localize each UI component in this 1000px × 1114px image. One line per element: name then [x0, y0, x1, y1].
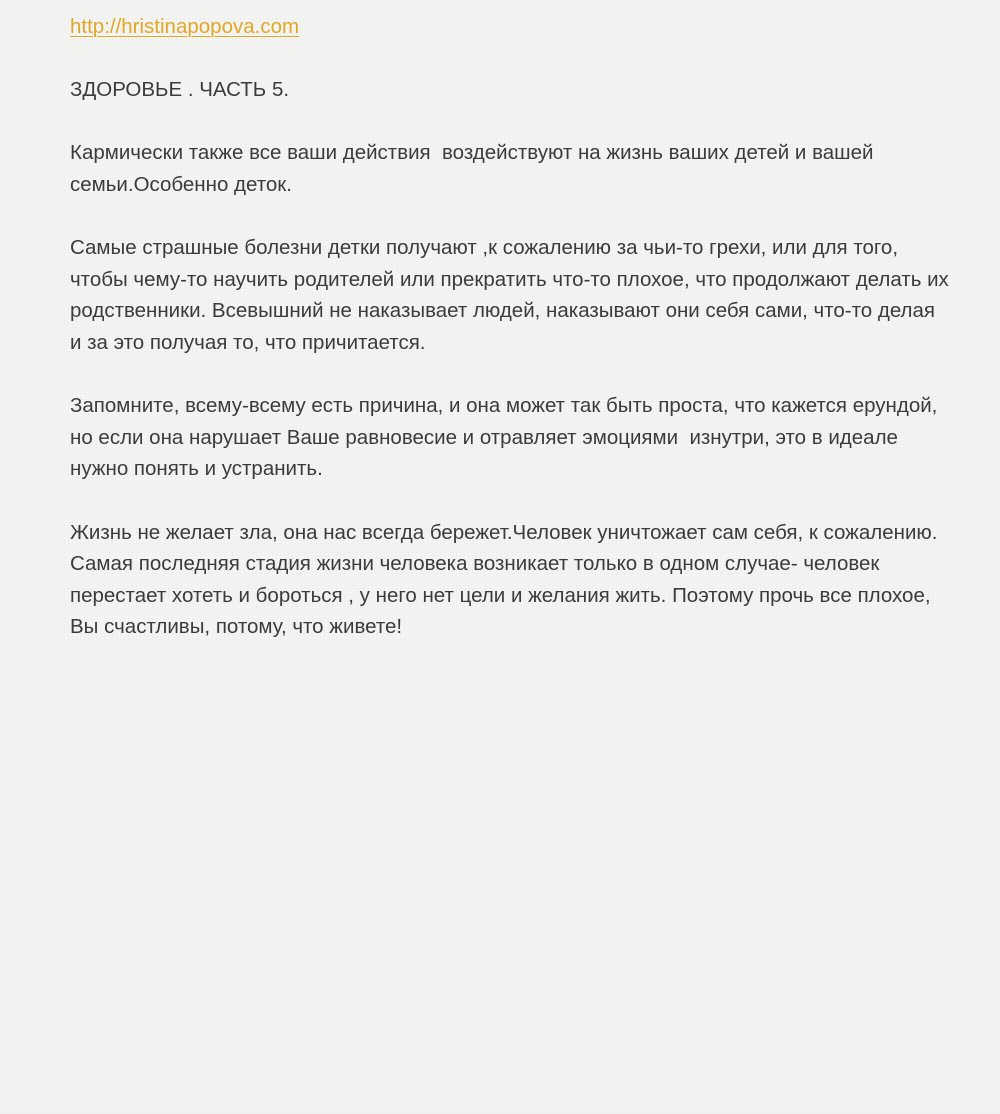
paragraph-last-stage: Самая последняя стадия жизни человека возникает только в одном случае- человек перестает хотеть и бороться , у него нет цели и желания жить. Поэтому прочь все плохое, Вы счастливы, потому, что живете! — [70, 552, 937, 639]
note-body[interactable] — [70, 11, 955, 643]
blank-line — [70, 201, 950, 233]
blank-line — [70, 485, 950, 517]
blank-line — [70, 359, 950, 391]
blank-line — [70, 43, 950, 75]
paragraph-children-illness: Самые страшные болезни детки получают ,к сожалению за чьи-то грехи, или для того, чтобы чему-то научить родителей или прекратить что-то плохое, что продолжают делать их родственники. Всевышний не наказывает людей, наказывают они себя сами, что-то делая и за это получая то, что причитается. — [70, 236, 955, 354]
website-link-text[interactable]: http://hristinapopova.com — [70, 15, 300, 38]
blank-line — [70, 106, 950, 138]
paragraph-karma: Кармически также все ваши действия воздействуют на жизнь ваших детей и вашей семьи.Особенно деток. — [70, 141, 880, 196]
paragraph-remember: Запомните, всему-всему есть причина, и она может так быть проста, что кажется ерундой, но если она нарушает Ваше равновесие и отравляет эмоциями изнутри, это в идеале нужно понять и устранить. — [70, 394, 944, 481]
paragraph-life: Жизнь не желает зла, она нас всегда бережет.Человек уничтожает сам себя, к сожалению. — [70, 520, 938, 544]
note-heading: ЗДОРОВЬЕ . ЧАСТЬ 5. — [70, 78, 290, 102]
website-link[interactable] — [70, 11, 950, 43]
